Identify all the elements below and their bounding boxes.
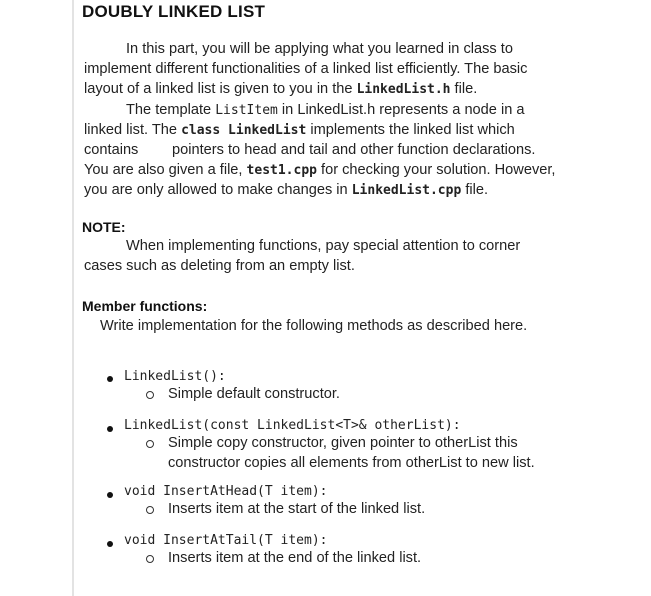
method-signature: void InsertAtTail(T item): [124, 533, 328, 548]
intro-line: The template ListItem in LinkedList.h represents a node in a [126, 102, 525, 118]
note-line: cases such as deleting from an empty list. [84, 258, 355, 274]
bullet-dot [107, 426, 113, 432]
intro-line: implement different functionalities of a linked list efficiently. The basic [84, 61, 528, 77]
members-heading: Member functions: [82, 298, 208, 314]
intro-line: contains [84, 142, 139, 158]
bullet-dot [107, 376, 113, 382]
code-listitem: ListItem [215, 103, 278, 118]
bullet-circle [146, 555, 154, 563]
method-signature: void InsertAtHead(T item): [124, 484, 328, 499]
bullet-dot [107, 492, 113, 498]
members-subheading: Write implementation for the following methods as described here. [100, 318, 528, 334]
intro-line: linked list. The class LinkedList implements the linked list which [84, 122, 515, 138]
note-line: When implementing functions, pay special attention to corner [126, 238, 521, 254]
intro-line: You are also given a file, test1.cpp for checking your solution. However, [84, 162, 556, 178]
code-linkedlist-h: LinkedList.h [356, 82, 451, 97]
intro-line: In this part, you will be applying what you learned in class to [126, 41, 513, 57]
method-description: Inserts item at the end of the linked list. [168, 550, 422, 566]
method-description: constructor copies all elements from otherList to new list. [168, 455, 535, 471]
bullet-circle [146, 440, 154, 448]
section-title: DOUBLY LINKED LIST [82, 2, 266, 21]
intro-line: pointers to head and tail and other function declarations. [172, 142, 536, 158]
intro-line: layout of a linked list is given to you in the LinkedList.h file. [84, 81, 478, 97]
method-description: Simple default constructor. [168, 386, 340, 402]
method-description: Inserts item at the start of the linked list. [168, 501, 426, 517]
note-heading: NOTE: [82, 219, 126, 235]
bullet-circle [146, 506, 154, 514]
method-signature: LinkedList(): [124, 369, 226, 384]
method-signature: LinkedList(const LinkedList<T>& otherList): [124, 418, 461, 433]
intro-line: you are only allowed to make changes in LinkedList.cpp file. [84, 182, 489, 198]
code-class-linkedlist: class LinkedList [181, 123, 307, 138]
bullet-circle [146, 391, 154, 399]
code-test1: test1.cpp [246, 163, 317, 178]
margin-rule [72, 0, 74, 596]
code-linkedlist-cpp: LinkedList.cpp [351, 183, 462, 198]
bullet-dot [107, 541, 113, 547]
method-description: Simple copy constructor, given pointer to otherList this [168, 435, 518, 451]
